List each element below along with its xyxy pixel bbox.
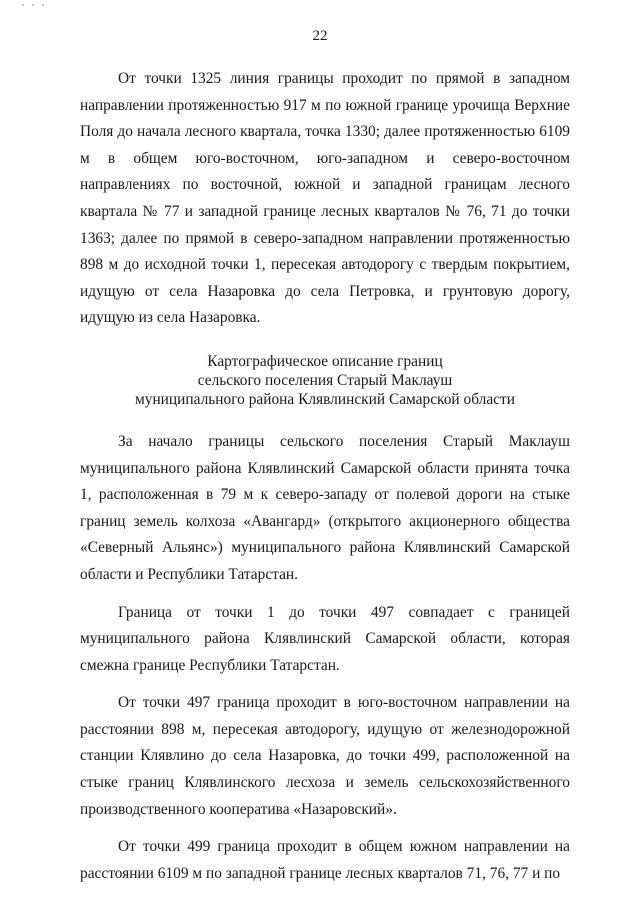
paragraph-segment-from-499: От точки 499 граница проходит в общем южном направлении на расстоянии 6109 м по западной границе лесных кварталов 71, 76, 77 и по	[80, 838, 570, 882]
scan-dot	[22, 4, 24, 6]
heading-line-1: Картографическое описание границ	[207, 352, 443, 370]
paragraph-boundary-end: От точки 1325 линия границы проходит по прямой в западном направлении протяженностью 917 м по южной границе урочища Верхние Поля до начала лесного квартала, точка 1330; далее протяженностью 6109 м в общем юго-восточном, юго-западном и северо-восточном направлениях по восточной, южной и западной границам лесного квартала № 77 и западной границе лесных кварталов № 76, 71 до точки 1363; далее по прямой в северо-западном направлении протяженностью 898 м до исходной точки 1, пересекая автодорогу с твердым покрытием, идущую от села Назаровка до села Петровка, и грунтовую дорогу, идущую из села Назаровка.	[80, 70, 570, 327]
page-number: 22	[312, 28, 328, 44]
paragraph-start-point: За начало границы сельского поселения Старый Маклауш муниципального района Клявлинский Самарской области принята точка 1, расположенная в 79 м к северо-западу от полевой дороги на стыке границ земель колхоза «Авангард» (открытого акционерного общества «Северный Альянс») муниципального района Клявлинский Самарской области и Республики Татарстан.	[80, 432, 570, 583]
section-heading	[80, 352, 570, 409]
heading-line-2: сельского поселения Старый Маклауш	[197, 371, 453, 389]
paragraph-segment-497-499: От точки 497 граница проходит в юго-восточном направлении на расстоянии 898 м, пересекая автодорогу, идущую от железнодорожной станции Клявлино до села Назаровка, до точки 499, расположенной на стыке границ Клявлинского лесхоза и земель сельскохозяйственного производственного кооператива «Назаровский».	[80, 694, 570, 818]
scan-dot	[32, 4, 34, 6]
heading-line-3: муниципального района Клявлинский Самарской области	[135, 390, 515, 408]
scan-dot	[42, 4, 44, 6]
document-body	[80, 66, 570, 887]
scan-artifact-marks	[22, 4, 52, 10]
paragraph-segment-1-497: Граница от точки 1 до точки 497 совпадает с границей муниципального района Клявлинский Самарской области, которая смежна границе Республики Татарстан.	[80, 603, 570, 674]
